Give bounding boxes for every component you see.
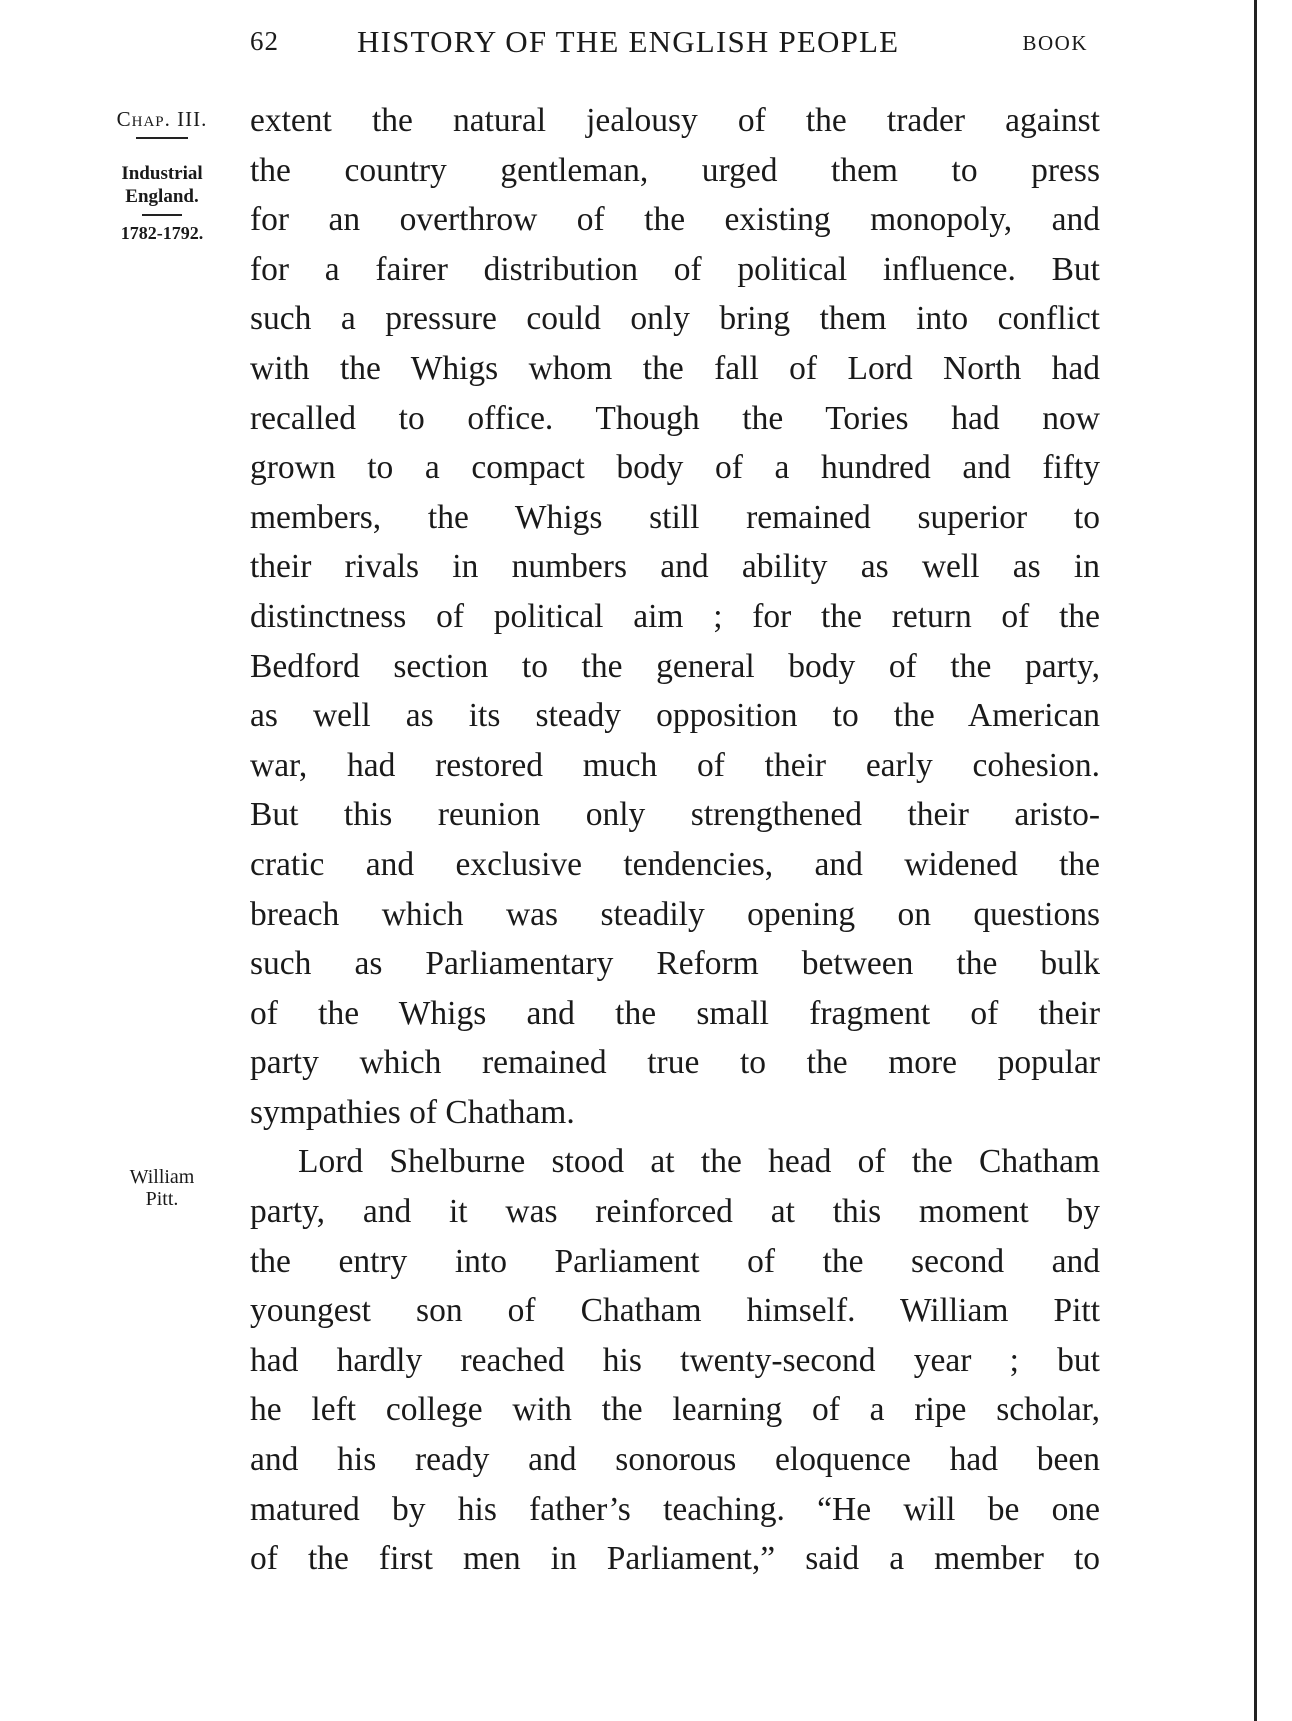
page-number: 62 xyxy=(250,26,279,56)
chapter-label: Chap. III. xyxy=(116,107,208,131)
text-line: as well as its steady opposition to the American xyxy=(250,697,1100,735)
text-line: members, the Whigs still remained superior to xyxy=(250,498,1100,536)
text-line: and his ready and sonorous eloquence had been xyxy=(250,1441,1100,1479)
text-line: breach which was steadily opening on questions xyxy=(250,895,1100,933)
text-line: youngest son of Chatham himself. William Pitt xyxy=(250,1292,1100,1330)
text-line: Bedford section to the general body of the party, xyxy=(250,647,1100,685)
text-line: cratic and exclusive tendencies, and widened the xyxy=(250,845,1100,883)
margin-note-topic xyxy=(94,1166,230,1210)
text-line: war, had restored much of their early cohesion. xyxy=(250,746,1100,784)
text-line: for an overthrow of the existing monopoly, and xyxy=(250,201,1100,239)
margin-note-section xyxy=(94,162,230,245)
text-line: sympathies of Chatham. xyxy=(250,1093,575,1131)
date-range-label: 1782-1792. xyxy=(120,223,204,243)
text-line: for a fairer distribution of political influence. But xyxy=(250,250,1100,288)
text-line: party, and it was reinforced at this moment by xyxy=(250,1193,1100,1231)
margin-note-chapter xyxy=(94,108,230,145)
text-line: he left college with the learning of a ripe scholar, xyxy=(250,1391,1100,1429)
text-line: matured by his father’s teaching. “He will be one xyxy=(250,1490,1100,1528)
text-line: distinctness of political aim ; for the return of the xyxy=(250,597,1100,635)
text-line: extent the natural jealousy of the trader against xyxy=(250,102,1100,139)
text-line: But this reunion only strengthened their aristo- xyxy=(250,796,1100,834)
text-line: the entry into Parliament of the second and xyxy=(250,1242,1100,1280)
text-line: of the Whigs and the small fragment of their xyxy=(250,994,1100,1032)
text-line: of the first men in Parliament,” said a member to xyxy=(250,1540,1100,1578)
margin-rule xyxy=(136,137,188,139)
text-line: with the Whigs whom the fall of Lord North had xyxy=(250,349,1100,387)
running-book-label: BOOK xyxy=(1022,31,1088,55)
text-line: recalled to office. Though the Tories had now xyxy=(250,399,1100,437)
running-head xyxy=(250,22,1100,62)
text-line: their rivals in numbers and ability as well as in xyxy=(250,548,1100,586)
text-line: such a pressure could only bring them into conflict xyxy=(250,300,1100,338)
section-label-line1: Industrial xyxy=(121,163,203,184)
topic-label-line2: Pitt. xyxy=(145,1188,179,1210)
margin-rule xyxy=(142,214,182,216)
body-text xyxy=(250,96,1100,1584)
topic-label-line1: William xyxy=(129,1166,195,1188)
running-title: HISTORY OF THE ENGLISH PEOPLE xyxy=(357,24,900,59)
text-line: the country gentleman, urged them to press xyxy=(250,151,1100,189)
paragraph-1 xyxy=(250,96,1100,1137)
text-line: had hardly reached his twenty-second year ; but xyxy=(250,1341,1100,1379)
page-edge-rule xyxy=(1254,0,1257,1721)
section-label-line2: England. xyxy=(125,186,199,207)
text-line: Lord Shelburne stood at the head of the Chatham xyxy=(298,1143,1100,1181)
paragraph-2 xyxy=(250,1137,1100,1583)
text-line: grown to a compact body of a hundred and fifty xyxy=(250,449,1100,487)
text-line: such as Parliamentary Reform between the bulk xyxy=(250,945,1100,983)
text-line: party which remained true to the more popular xyxy=(250,1044,1100,1082)
